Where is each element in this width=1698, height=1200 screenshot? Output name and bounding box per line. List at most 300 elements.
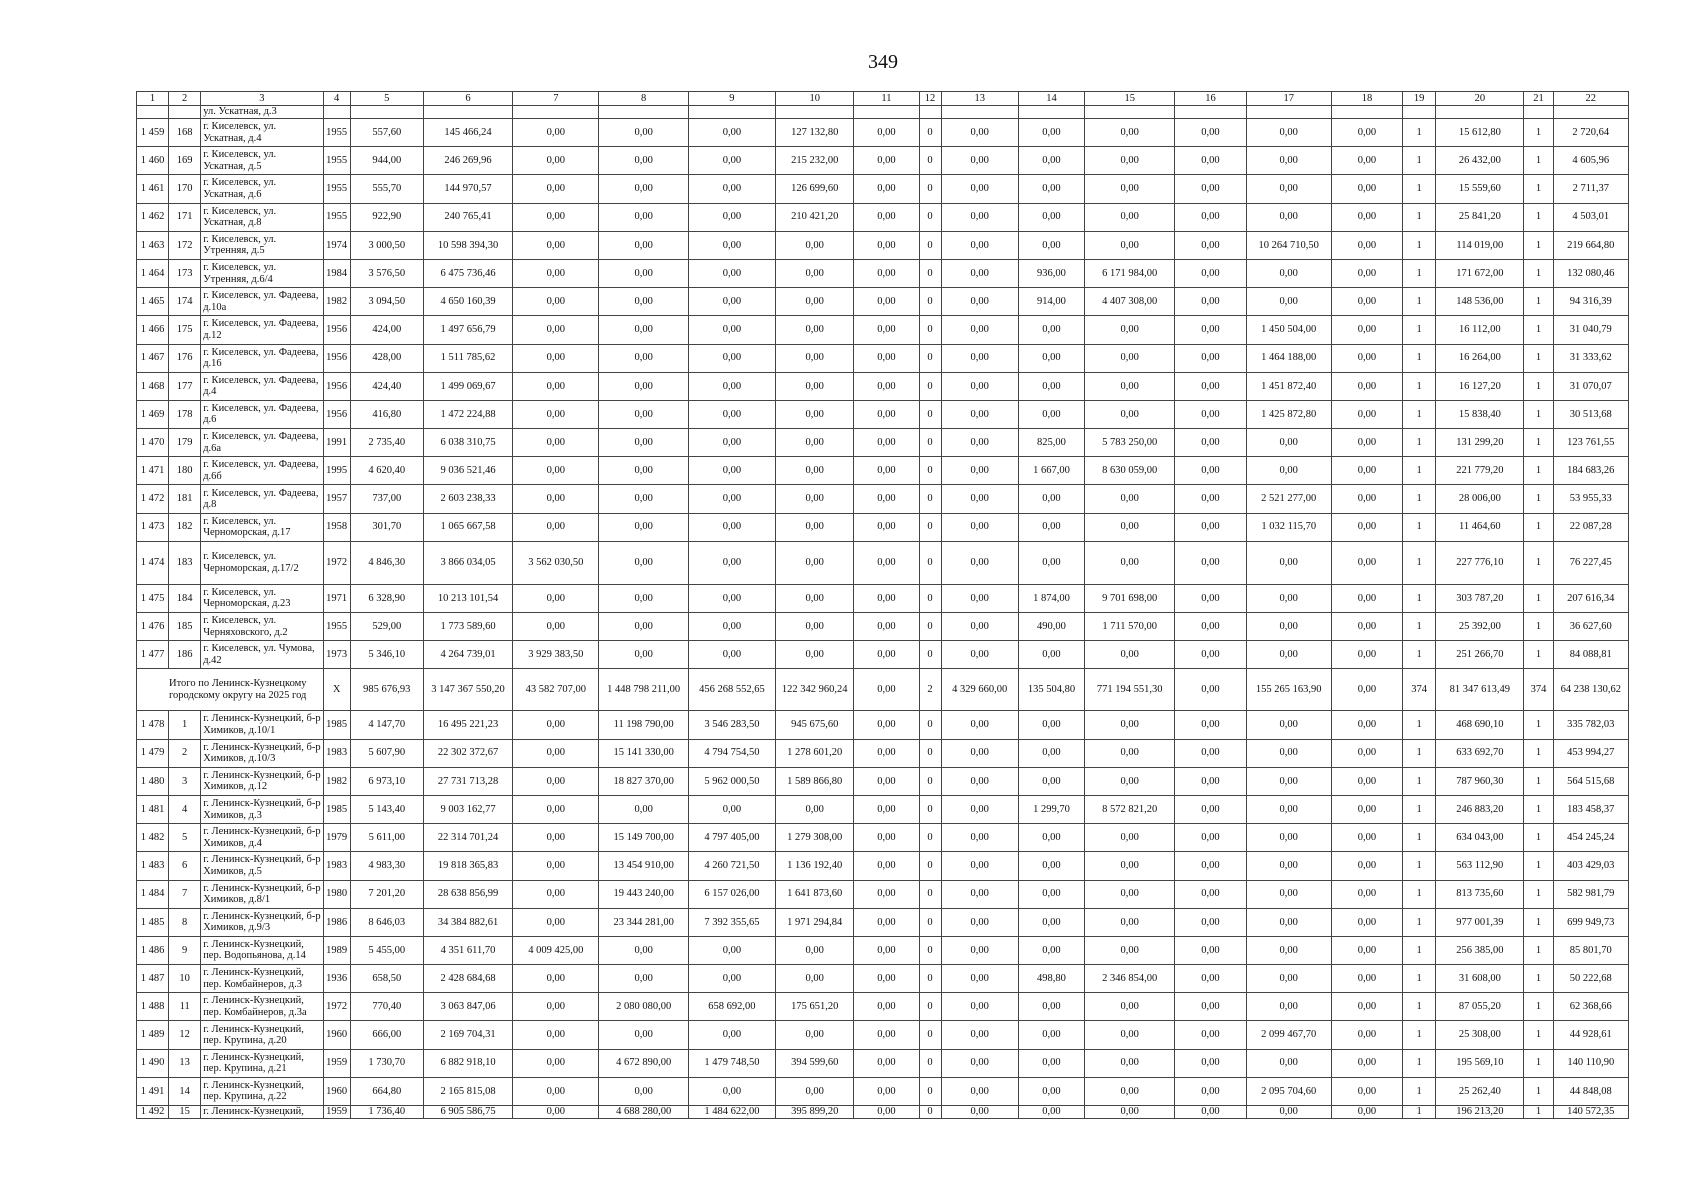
cell-c10: 0,00: [776, 344, 854, 372]
cell-c8: 0,00: [599, 1077, 688, 1105]
column-header: 9: [688, 92, 775, 106]
cell-c22: 123 761,55: [1553, 429, 1628, 457]
cell-c13: 0,00: [941, 1106, 1018, 1119]
cell-year: 1936: [323, 965, 350, 993]
cell-c9: 5 962 000,50: [688, 767, 775, 795]
cell-c6: 22 302 372,67: [423, 739, 512, 767]
cell-c15: 0,00: [1085, 880, 1175, 908]
cell-c8: 18 827 370,00: [599, 767, 688, 795]
cell-c11: 0,00: [854, 203, 919, 231]
cell-c6: 4 351 611,70: [423, 936, 512, 964]
column-header: 18: [1331, 92, 1402, 106]
cell-c9: 1 484 622,00: [688, 1106, 775, 1119]
address-cell: г. Ленинск-Кузнецкий, б-р Химиков, д.10/3: [201, 739, 323, 767]
cell-c14: 0,00: [1018, 513, 1084, 541]
cell-n: 1 483: [137, 852, 169, 880]
cell-c5: 6 973,10: [350, 767, 423, 795]
cell-c17: 0,00: [1246, 147, 1331, 175]
empty-cell: [1553, 106, 1628, 119]
cell-c20: 15 559,60: [1436, 175, 1524, 203]
cell-c13: 0,00: [941, 541, 1018, 584]
cell-n: 1 459: [137, 119, 169, 147]
cell-n: 1 491: [137, 1077, 169, 1105]
cell-year: 1982: [323, 288, 350, 316]
cell-year: 1956: [323, 316, 350, 344]
cell-c18: 0,00: [1331, 175, 1402, 203]
table-body: [137, 92, 1629, 1119]
cell-c7: 0,00: [513, 908, 599, 936]
cell-c15: 0,00: [1085, 344, 1175, 372]
cell-c18: 0,00: [1331, 739, 1402, 767]
cell-c14: 0,00: [1018, 485, 1084, 513]
column-header: 3: [201, 92, 323, 106]
cell-c13: 0,00: [941, 641, 1018, 669]
cell-c18: 0,00: [1331, 203, 1402, 231]
cell-c11: 0,00: [854, 485, 919, 513]
empty-cell: [599, 106, 688, 119]
column-header: 4: [323, 92, 350, 106]
cell-c9: 0,00: [688, 584, 775, 612]
cell-c14: 0,00: [1018, 231, 1084, 259]
cell-k: 1: [169, 711, 201, 739]
address-cell: г. Ленинск-Кузнецкий, б-р Химиков, д.4: [201, 824, 323, 852]
cell-n: 1 487: [137, 965, 169, 993]
cell-c7: 0,00: [513, 259, 599, 287]
table-row: [137, 288, 1629, 316]
cell-c9: 0,00: [688, 259, 775, 287]
cell-c10: 0,00: [776, 316, 854, 344]
cell-c15: 8 630 059,00: [1085, 457, 1175, 485]
cell-c22: 4 605,96: [1553, 147, 1628, 175]
cell-c18: 0,00: [1331, 457, 1402, 485]
cell-c21: 1: [1524, 400, 1553, 428]
cell-c18: 0,00: [1331, 965, 1402, 993]
table-row: [137, 965, 1629, 993]
empty-cell: [323, 106, 350, 119]
cell-c20: 15 612,80: [1436, 119, 1524, 147]
cell-n: 1 469: [137, 400, 169, 428]
table-row: [137, 203, 1629, 231]
total-row: [137, 669, 1629, 711]
cell-c5: 666,00: [350, 1021, 423, 1049]
cell-c19: 1: [1403, 203, 1436, 231]
cell-c18: 0,00: [1331, 485, 1402, 513]
table-row: [137, 711, 1629, 739]
column-header: 15: [1085, 92, 1175, 106]
cell-c9: 0,00: [688, 288, 775, 316]
cell-k: 171: [169, 203, 201, 231]
cell-c10: 394 599,60: [776, 1049, 854, 1077]
cell-n: 1 478: [137, 711, 169, 739]
cell-c8: 0,00: [599, 147, 688, 175]
address-cell: г. Киселевск, ул. Утренняя, д.5: [201, 231, 323, 259]
cell-c7: 0,00: [513, 739, 599, 767]
cell-c7: 0,00: [513, 372, 599, 400]
cell-c10: 0,00: [776, 457, 854, 485]
cell-c21: 1: [1524, 1106, 1553, 1119]
cell-c5: 8 646,03: [350, 908, 423, 936]
cell-c21: 1: [1524, 613, 1553, 641]
cell-c5: 5 611,00: [350, 824, 423, 852]
cell-c13: 0,00: [941, 936, 1018, 964]
table-row: [137, 119, 1629, 147]
cell-c19: 1: [1403, 965, 1436, 993]
cell-c17: 0,00: [1246, 767, 1331, 795]
cell-c14: 936,00: [1018, 259, 1084, 287]
cell-k: 185: [169, 613, 201, 641]
cell-c11: 0,00: [854, 880, 919, 908]
cell-c20: 563 112,90: [1436, 852, 1524, 880]
cell-c18: 0,00: [1331, 1049, 1402, 1077]
cell-k: 15: [169, 1106, 201, 1119]
cell-c19: 1: [1403, 259, 1436, 287]
cell-c16: 0,00: [1175, 175, 1246, 203]
cell-k: 10: [169, 965, 201, 993]
cell-c22: 31 333,62: [1553, 344, 1628, 372]
cell-c13: 0,00: [941, 711, 1018, 739]
cell-c20: 468 690,10: [1436, 711, 1524, 739]
cell-c15: 6 171 984,00: [1085, 259, 1175, 287]
cell-c17: 0,00: [1246, 429, 1331, 457]
cell-n: 1 492: [137, 1106, 169, 1119]
cell-c10: 0,00: [776, 541, 854, 584]
cell-c18: 0,00: [1331, 259, 1402, 287]
cell-c5: 4 846,30: [350, 541, 423, 584]
cell-c8: 0,00: [599, 429, 688, 457]
cell-c20: 114 019,00: [1436, 231, 1524, 259]
cell-n: 1 484: [137, 880, 169, 908]
table-row: [137, 372, 1629, 400]
cell-c9: 1 479 748,50: [688, 1049, 775, 1077]
cell-c22: 140 110,90: [1553, 1049, 1628, 1077]
cell-year: 1995: [323, 457, 350, 485]
address-cell: г. Киселевск, ул. Черноморская, д.17/2: [201, 541, 323, 584]
cell-c12: 0: [919, 880, 941, 908]
cell-c5: 4 620,40: [350, 457, 423, 485]
cell-c11: 0,00: [854, 641, 919, 669]
cell-c11: 0,00: [854, 316, 919, 344]
table-row: [137, 485, 1629, 513]
cell-c6: 19 818 365,83: [423, 852, 512, 880]
cell-c12: 0: [919, 1077, 941, 1105]
address-cell: г. Киселевск, ул. Черноморская, д.23: [201, 584, 323, 612]
cell-c9: 0,00: [688, 147, 775, 175]
cell-c16: 0,00: [1175, 231, 1246, 259]
cell-c22: 184 683,26: [1553, 457, 1628, 485]
cell-year: 1972: [323, 993, 350, 1021]
cell-c20: 31 608,00: [1436, 965, 1524, 993]
cell-c5: 5 455,00: [350, 936, 423, 964]
cell-c20: 25 308,00: [1436, 1021, 1524, 1049]
cell-c7: 0,00: [513, 231, 599, 259]
cell-c15: 0,00: [1085, 372, 1175, 400]
cell-c7: 0,00: [513, 613, 599, 641]
cell-c5: 2 735,40: [350, 429, 423, 457]
cell-c17: 0,00: [1246, 288, 1331, 316]
cell-c8: 4 672 890,00: [599, 1049, 688, 1077]
cell-c12: 0: [919, 513, 941, 541]
empty-cell: [1331, 106, 1402, 119]
cell-c15: 0,00: [1085, 936, 1175, 964]
cell-c5: 555,70: [350, 175, 423, 203]
cell-c10: 0,00: [776, 641, 854, 669]
cell-c13: 0,00: [941, 400, 1018, 428]
cell-c22: 44 848,08: [1553, 1077, 1628, 1105]
cell-c16: 0,00: [1175, 993, 1246, 1021]
cell-c19: 1: [1403, 739, 1436, 767]
cell-c15: 0,00: [1085, 147, 1175, 175]
cell-c13: 0,00: [941, 231, 1018, 259]
cell-c20: 303 787,20: [1436, 584, 1524, 612]
cell-c12: 0: [919, 908, 941, 936]
cell-c7: 0,00: [513, 880, 599, 908]
table-row: [137, 513, 1629, 541]
cell-c19: 1: [1403, 231, 1436, 259]
cell-c20: 16 127,20: [1436, 372, 1524, 400]
cell-c8: 0,00: [599, 1021, 688, 1049]
cell-c10: 0,00: [776, 231, 854, 259]
total-c12: 2: [919, 669, 941, 711]
cell-c14: 0,00: [1018, 1077, 1084, 1105]
cell-c11: 0,00: [854, 175, 919, 203]
cell-c16: 0,00: [1175, 485, 1246, 513]
cell-c20: 256 385,00: [1436, 936, 1524, 964]
total-c20: 81 347 613,49: [1436, 669, 1524, 711]
cell-c13: 0,00: [941, 372, 1018, 400]
cell-c15: 0,00: [1085, 485, 1175, 513]
cell-year: 1956: [323, 372, 350, 400]
cell-c22: 22 087,28: [1553, 513, 1628, 541]
cell-c5: 301,70: [350, 513, 423, 541]
cell-c5: 424,40: [350, 372, 423, 400]
cell-c15: 0,00: [1085, 119, 1175, 147]
cell-c18: 0,00: [1331, 795, 1402, 823]
total-c19: 374: [1403, 669, 1436, 711]
cell-year: 1959: [323, 1106, 350, 1119]
cell-c5: 944,00: [350, 147, 423, 175]
cell-k: 13: [169, 1049, 201, 1077]
cell-k: 180: [169, 457, 201, 485]
cell-c21: 1: [1524, 824, 1553, 852]
cell-c5: 428,00: [350, 344, 423, 372]
cell-c19: 1: [1403, 711, 1436, 739]
column-header: 16: [1175, 92, 1246, 106]
cell-k: 177: [169, 372, 201, 400]
table-row: [137, 767, 1629, 795]
table-row: [137, 1077, 1629, 1105]
cell-c8: 0,00: [599, 372, 688, 400]
cell-c7: 0,00: [513, 965, 599, 993]
cell-c10: 127 132,80: [776, 119, 854, 147]
cell-c11: 0,00: [854, 824, 919, 852]
cell-c20: 227 776,10: [1436, 541, 1524, 584]
cell-c15: 0,00: [1085, 231, 1175, 259]
cell-c9: 0,00: [688, 316, 775, 344]
cell-c21: 1: [1524, 231, 1553, 259]
cell-c13: 0,00: [941, 739, 1018, 767]
cell-n: 1 486: [137, 936, 169, 964]
empty-cell: [1436, 106, 1524, 119]
cell-c5: 922,90: [350, 203, 423, 231]
cell-c16: 0,00: [1175, 147, 1246, 175]
cell-c12: 0: [919, 584, 941, 612]
cell-c7: 0,00: [513, 711, 599, 739]
cell-c17: 1 451 872,40: [1246, 372, 1331, 400]
cell-c20: 171 672,00: [1436, 259, 1524, 287]
cell-c6: 246 269,96: [423, 147, 512, 175]
cell-c12: 0: [919, 259, 941, 287]
address-cell: г. Ленинск-Кузнецкий, б-р Химиков, д.12: [201, 767, 323, 795]
cell-k: 173: [169, 259, 201, 287]
cell-c22: 207 616,34: [1553, 584, 1628, 612]
cell-c10: 395 899,20: [776, 1106, 854, 1119]
cell-c7: 0,00: [513, 316, 599, 344]
cell-c11: 0,00: [854, 908, 919, 936]
table-row: [137, 457, 1629, 485]
cell-year: 1984: [323, 259, 350, 287]
cell-c16: 0,00: [1175, 584, 1246, 612]
cell-year: 1991: [323, 429, 350, 457]
cell-c12: 0: [919, 824, 941, 852]
address-cell: г. Ленинск-Кузнецкий, пер. Крупина, д.20: [201, 1021, 323, 1049]
cell-c10: 0,00: [776, 795, 854, 823]
cell-c7: 0,00: [513, 852, 599, 880]
cell-c21: 1: [1524, 259, 1553, 287]
cell-c18: 0,00: [1331, 852, 1402, 880]
cell-c14: 0,00: [1018, 880, 1084, 908]
cell-c5: 1 736,40: [350, 1106, 423, 1119]
total-c18: 0,00: [1331, 669, 1402, 711]
cell-c22: 699 949,73: [1553, 908, 1628, 936]
cell-n: 1 481: [137, 795, 169, 823]
cell-c17: 1 032 115,70: [1246, 513, 1331, 541]
cell-k: 6: [169, 852, 201, 880]
cell-year: 1955: [323, 203, 350, 231]
cell-c8: 0,00: [599, 485, 688, 513]
cell-c22: 454 245,24: [1553, 824, 1628, 852]
cell-c15: 0,00: [1085, 739, 1175, 767]
cell-c19: 1: [1403, 316, 1436, 344]
cell-n: 1 477: [137, 641, 169, 669]
cell-c21: 1: [1524, 288, 1553, 316]
cell-c15: 0,00: [1085, 1077, 1175, 1105]
cell-c9: 0,00: [688, 344, 775, 372]
cell-c16: 0,00: [1175, 316, 1246, 344]
cell-c21: 1: [1524, 965, 1553, 993]
cell-c18: 0,00: [1331, 541, 1402, 584]
empty-cell: [776, 106, 854, 119]
cell-c13: 0,00: [941, 429, 1018, 457]
cell-c7: 0,00: [513, 824, 599, 852]
cell-c21: 1: [1524, 147, 1553, 175]
cell-c11: 0,00: [854, 344, 919, 372]
cell-year: 1972: [323, 541, 350, 584]
cell-c5: 7 201,20: [350, 880, 423, 908]
cell-c7: 0,00: [513, 767, 599, 795]
cell-c6: 34 384 882,61: [423, 908, 512, 936]
cell-c19: 1: [1403, 288, 1436, 316]
cell-c16: 0,00: [1175, 1021, 1246, 1049]
cell-c17: 0,00: [1246, 119, 1331, 147]
cell-c5: 770,40: [350, 993, 423, 1021]
cell-c15: 8 572 821,20: [1085, 795, 1175, 823]
cell-c11: 0,00: [854, 288, 919, 316]
cell-year: 1986: [323, 908, 350, 936]
cell-c6: 1 497 656,79: [423, 316, 512, 344]
cell-c8: 0,00: [599, 316, 688, 344]
cell-c9: 0,00: [688, 641, 775, 669]
cell-c10: 0,00: [776, 372, 854, 400]
cell-c15: 2 346 854,00: [1085, 965, 1175, 993]
cell-c22: 31 070,07: [1553, 372, 1628, 400]
cell-c5: 658,50: [350, 965, 423, 993]
cell-k: 175: [169, 316, 201, 344]
cell-c10: 1 136 192,40: [776, 852, 854, 880]
cell-c5: 1 730,70: [350, 1049, 423, 1077]
cell-c13: 0,00: [941, 203, 1018, 231]
cell-c6: 28 638 856,99: [423, 880, 512, 908]
address-cell: г. Киселевск, ул. Фадеева, д.4: [201, 372, 323, 400]
cell-c18: 0,00: [1331, 513, 1402, 541]
cell-c7: 0,00: [513, 175, 599, 203]
cell-c17: 0,00: [1246, 852, 1331, 880]
cell-year: 1982: [323, 767, 350, 795]
cell-n: 1 465: [137, 288, 169, 316]
cell-n: 1 470: [137, 429, 169, 457]
cell-c11: 0,00: [854, 429, 919, 457]
cell-c8: 0,00: [599, 641, 688, 669]
empty-cell: [854, 106, 919, 119]
cell-c9: 658 692,00: [688, 993, 775, 1021]
cell-c20: 787 960,30: [1436, 767, 1524, 795]
housing-table: [136, 91, 1629, 1119]
cell-c10: 1 641 873,60: [776, 880, 854, 908]
cell-c13: 0,00: [941, 485, 1018, 513]
cell-n: 1 475: [137, 584, 169, 612]
cell-c17: 0,00: [1246, 203, 1331, 231]
cell-c18: 0,00: [1331, 824, 1402, 852]
table-row: [137, 316, 1629, 344]
cell-c19: 1: [1403, 175, 1436, 203]
cell-c6: 27 731 713,28: [423, 767, 512, 795]
cell-year: 1956: [323, 400, 350, 428]
cell-c13: 0,00: [941, 316, 1018, 344]
cell-k: 11: [169, 993, 201, 1021]
address-cell: г. Ленинск-Кузнецкий,: [201, 1106, 323, 1119]
cell-c8: 0,00: [599, 175, 688, 203]
cell-c6: 10 213 101,54: [423, 584, 512, 612]
address-cell: г. Ленинск-Кузнецкий, б-р Химиков, д.8/1: [201, 880, 323, 908]
cell-c22: 62 368,66: [1553, 993, 1628, 1021]
address-cell: г. Ленинск-Кузнецкий, пер. Комбайнеров, д.3: [201, 965, 323, 993]
cell-c21: 1: [1524, 457, 1553, 485]
cell-c8: 19 443 240,00: [599, 880, 688, 908]
cell-c14: 0,00: [1018, 147, 1084, 175]
cell-c16: 0,00: [1175, 344, 1246, 372]
cell-n: 1 476: [137, 613, 169, 641]
cell-c6: 1 511 785,62: [423, 344, 512, 372]
cell-c12: 0: [919, 1049, 941, 1077]
cell-c16: 0,00: [1175, 880, 1246, 908]
empty-cell: [1018, 106, 1084, 119]
cell-c21: 1: [1524, 175, 1553, 203]
cell-c13: 0,00: [941, 767, 1018, 795]
cell-c6: 6 038 310,75: [423, 429, 512, 457]
cell-c22: 453 994,27: [1553, 739, 1628, 767]
empty-cell: [1085, 106, 1175, 119]
cell-c20: 25 841,20: [1436, 203, 1524, 231]
cell-c22: 85 801,70: [1553, 936, 1628, 964]
